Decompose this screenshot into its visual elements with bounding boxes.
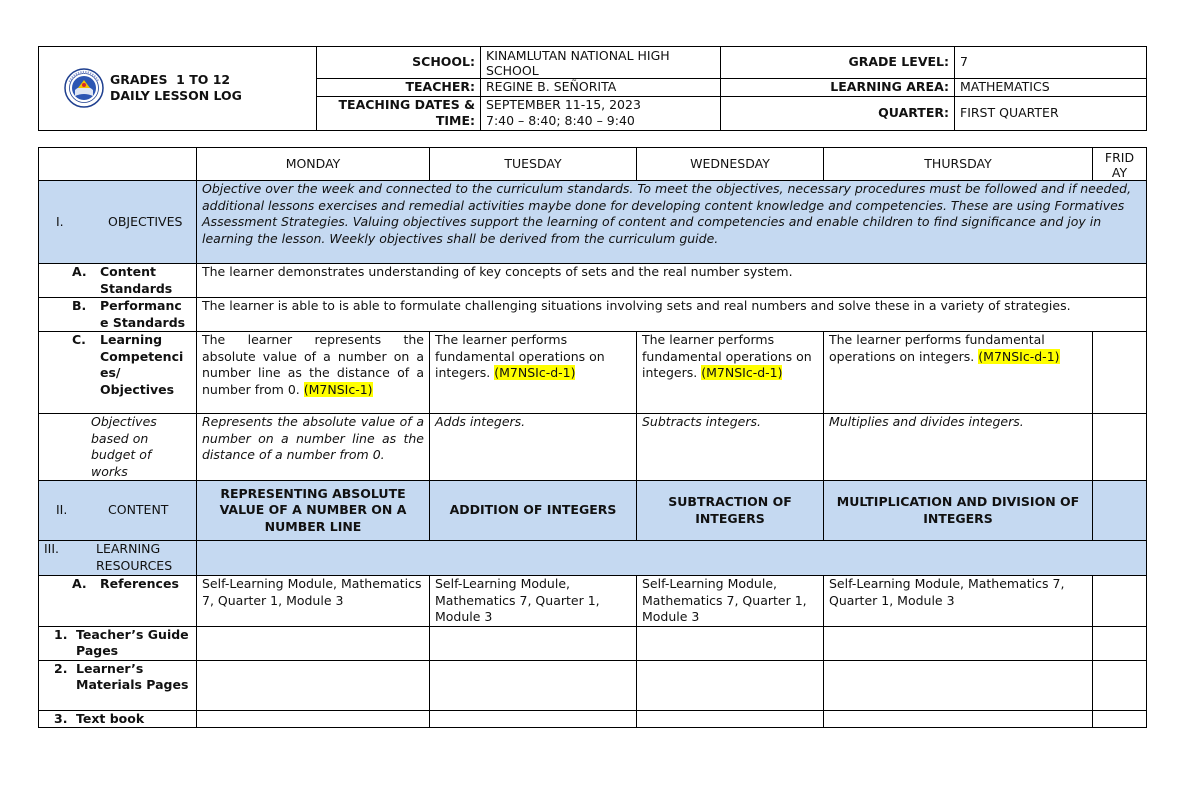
content-tuesday: ADDITION OF INTEGERS [430,481,637,541]
competencies-label: Learning Competenci es/ Objectives [100,332,184,397]
content-standards-num: A. [72,264,87,279]
day-header-tuesday: TUESDAY [430,148,637,181]
content-label-cell [39,481,197,541]
competencies-wednesday [637,332,824,414]
title-line-1: GRADES 1 TO 12 [110,72,231,88]
performance-standards-num: B. [72,298,87,313]
grade-level-label: GRADE LEVEL: [721,47,955,79]
teachers-guide-thursday [824,626,1093,660]
learners-materials-label: Learner’s Materials Pages [76,660,189,692]
performance-standards-row [39,298,1147,332]
textbook-label: Text book [76,710,145,726]
quarter-value: FIRST QUARTER [955,96,1147,130]
textbook-thursday [824,710,1093,728]
objectives-label-cell [39,181,197,264]
competencies-thursday-text: The learner performs fundamental operations on integers. [829,332,1045,364]
textbook-label-cell [39,710,197,728]
performance-standards-label-cell [39,298,197,332]
content-label: CONTENT [108,502,169,518]
day-header-blank [39,148,197,181]
document-title [110,72,242,104]
teachers-guide-wednesday [637,626,824,660]
teaching-dates-label [317,96,481,130]
content-num: II. [56,502,68,518]
teachers-guide-friday [1093,626,1147,660]
competencies-monday [197,332,430,414]
content-monday: REPRESENTING ABSOLUTE VALUE OF A NUMBER ON A NUMBER LINE [197,481,430,541]
learners-materials-num: 2. [54,660,68,676]
teacher-value: REGINE B. SEÑORITA [481,79,721,97]
teaching-dates-line-1: SEPTEMBER 11-15, 2023 [486,97,641,112]
header-logo-cell [39,47,317,131]
teaching-dates-label-text: TEACHING DATES & TIME: [338,97,475,128]
content-wednesday: SUBTRACTION OF INTEGERS [637,481,824,541]
learners-materials-monday [197,660,430,710]
teachers-guide-num: 1. [54,626,68,642]
content-standards-text: The learner demonstrates understanding of key concepts of sets and the real number system. [197,264,1147,298]
learning-resources-fill [197,541,1147,576]
references-friday [1093,576,1147,627]
textbook-monday [197,710,430,728]
competencies-tuesday [430,332,637,414]
competencies-monday-code: (M7NSIc-1) [303,381,373,397]
competencies-thursday-code: (M7NSIc-d-1) [978,348,1060,364]
competencies-wednesday-code: (M7NSIc-d-1) [701,365,783,380]
content-standards-row [39,264,1147,298]
day-header-row [39,148,1147,181]
learning-resources-num: III. [44,541,60,556]
objectives-row [39,181,1147,264]
learning-area-value: MATHEMATICS [955,79,1147,97]
teacher-label: TEACHER: [317,79,481,97]
teachers-guide-label: Teacher’s Guide Pages [76,626,189,658]
learning-area-label: LEARNING AREA: [721,79,955,97]
budget-objectives-thursday: Multiplies and divides integers. [824,414,1093,481]
competencies-row [39,332,1147,414]
day-header-thursday: THURSDAY [824,148,1093,181]
competencies-label-cell [39,332,197,414]
references-tuesday: Self-Learning Module, Mathematics 7, Quarter 1, Module 3 [430,576,637,627]
competencies-monday-text: The learner represents the absolute value of a number on a number line as the distance of a number from 0. [202,332,424,397]
references-row [39,576,1147,627]
references-label-cell [39,576,197,627]
performance-standards-text: The learner is able to is able to formulate challenging situations involving sets and real numbers and solve these in a variety of strategies. [197,298,1147,332]
learning-resources-label-cell [39,541,197,576]
learners-materials-label-cell [39,660,197,710]
budget-objectives-label-cell [39,414,197,481]
deped-seal-icon [64,68,104,108]
teachers-guide-tuesday [430,626,637,660]
teaching-dates-value [481,96,721,130]
teaching-dates-line-2: 7:40 – 8:40; 8:40 – 9:40 [486,113,635,128]
objectives-description: Objective over the week and connected to the curriculum standards. To meet the objectives, necessary procedures must be followed and if needed, additional lessons exercises and remedial activities maybe done for developing content knowledge and competencies. These are using Formatives Assessment Strategies. Valuing objectives support the learning of content and competencies and enable children to find significance and joy in learning the lesson. Weekly objectives shall be derived from the curriculum guide. [197,181,1147,264]
objectives-label: OBJECTIVES [108,213,183,229]
quarter-label: QUARTER: [721,96,955,130]
day-header-monday: MONDAY [197,148,430,181]
performance-standards-label: Performanc e Standards [100,298,186,330]
learners-materials-thursday [824,660,1093,710]
textbook-friday [1093,710,1147,728]
teachers-guide-row [39,626,1147,660]
learners-materials-wednesday [637,660,824,710]
competencies-thursday [824,332,1093,414]
learners-materials-tuesday [430,660,637,710]
school-label: SCHOOL: [317,47,481,79]
budget-objectives-friday [1093,414,1147,481]
budget-objectives-tuesday: Adds integers. [430,414,637,481]
content-row [39,481,1147,541]
content-friday [1093,481,1147,541]
textbook-num: 3. [54,710,68,726]
budget-objectives-label: Objectives based on budget of works [91,414,157,479]
content-standards-label-cell [39,264,197,298]
references-wednesday: Self-Learning Module, Mathematics 7, Quarter 1, Module 3 [637,576,824,627]
header-table [38,46,1147,131]
teachers-guide-monday [197,626,430,660]
competencies-wednesday-text: The learner performs fundamental operations on integers. [642,332,812,380]
lesson-log-table [38,147,1147,728]
learners-materials-friday [1093,660,1147,710]
budget-objectives-row [39,414,1147,481]
competencies-tuesday-code: (M7NSIc-d-1) [494,365,576,380]
textbook-wednesday [637,710,824,728]
competencies-num: C. [72,332,86,347]
objectives-num: I. [56,213,64,229]
title-line-2: DAILY LESSON LOG [110,88,242,104]
competencies-tuesday-text: The learner performs fundamental operations on integers. [435,332,605,380]
learning-resources-row [39,541,1147,576]
day-header-wednesday: WEDNESDAY [637,148,824,181]
references-thursday: Self-Learning Module, Mathematics 7, Quarter 1, Module 3 [824,576,1093,627]
learning-resources-label: LEARNING RESOURCES [96,541,173,573]
day-header-friday: FRID AY [1093,148,1147,181]
textbook-tuesday [430,710,637,728]
references-monday: Self-Learning Module, Mathematics 7, Quarter 1, Module 3 [197,576,430,627]
school-value: KINAMLUTAN NATIONAL HIGH SCHOOL [481,47,721,79]
content-standards-label: Content Standards [100,264,173,296]
content-thursday: MULTIPLICATION AND DIVISION OF INTEGERS [824,481,1093,541]
learners-materials-row [39,660,1147,710]
teachers-guide-label-cell [39,626,197,660]
budget-objectives-wednesday: Subtracts integers. [637,414,824,481]
references-num: A. [72,576,87,591]
textbook-row [39,710,1147,728]
competencies-friday [1093,332,1147,414]
budget-objectives-monday: Represents the absolute value of a number on a number line as the distance of a number from 0. [197,414,430,481]
grade-level-value: 7 [955,47,1147,79]
references-label: References [100,576,179,591]
